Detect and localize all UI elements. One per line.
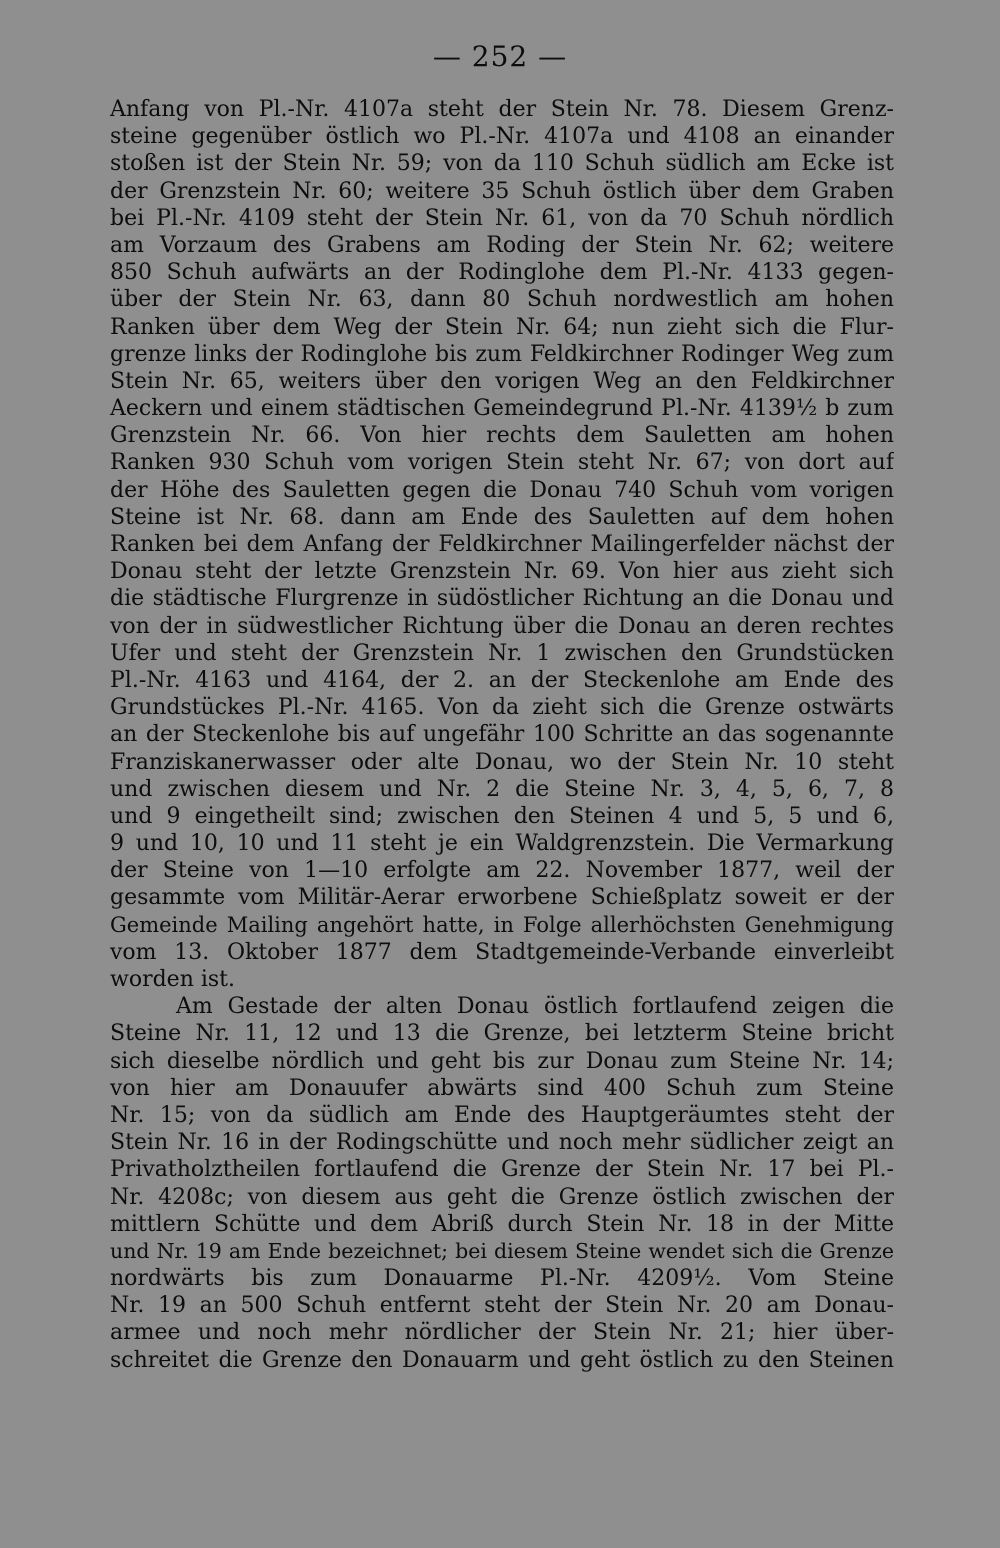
text-line: Grundstückes Pl.-Nr. 4165. Von da zieht sich die Grenze ostwärts [110,695,894,721]
text-line: Stein Nr. 16 in der Rodingschütte und noch mehr südlicher zeigt an [110,1130,894,1156]
text-line: an der Steckenlohe bis auf ungefähr 100 Schritte an das sogenannte [110,722,894,748]
text-line: Ranken bei dem Anfang der Feldkirchner Mailingerfelder nächst der [110,532,894,557]
text-line: und zwischen diesem und Nr. 2 die Steine Nr. 3, 4, 5, 6, 7, 8 [110,776,894,802]
text-line: bei Pl.-Nr. 4109 steht der Stein Nr. 61, von da 70 Schuh nördlich [110,205,894,231]
text-line: sich dieselbe nördlich und geht bis zur Donau zum Steine Nr. 14; [110,1048,894,1074]
text-line: stoßen ist der Stein Nr. 59; von da 110 Schuh südlich am Ecke ist [110,151,894,177]
text-line: Anfang von Pl.-Nr. 4107a steht der Stein Nr. 78. Diesem Grenz- [110,97,894,122]
text-line: Franziskanerwasser oder alte Donau, wo der Stein Nr. 10 steht [110,749,894,775]
text-line: Nr. 15; von da südlich am Ende des Hauptgeräumtes steht der [110,1102,894,1128]
text-line: gesammte vom Militär-Aerar erworbene Schießplatz soweit er der [110,885,894,911]
text-line: nordwärts bis zum Donauarme Pl.-Nr. 4209½. Vom Steine [110,1266,894,1292]
text-line: Ufer und steht der Grenzstein Nr. 1 zwischen den Grundstücken [110,640,894,666]
text-line: Gemeinde Mailing angehört hatte, in Folge allerhöchsten Genehmigung [110,912,894,937]
text-line: und Nr. 19 am Ende bezeichnet; bei diesem Steine wendet sich die Grenze [110,1238,894,1263]
text-line: Am Gestade der alten Donau östlich fortlaufend zeigen die [176,994,894,1020]
text-line: und 9 eingetheilt sind; zwischen den Steinen 4 und 5, 5 und 6, [110,803,894,829]
text-line: grenze links der Rodinglohe bis zum Feldkirchner Rodinger Weg zum [110,341,894,367]
text-line: Grenzstein Nr. 66. Von hier rechts dem Sauletten am hohen [110,423,894,449]
text-line: schreitet die Grenze den Donauarm und geht östlich zu den Steinen [110,1347,894,1373]
text-line: Donau steht der letzte Grenzstein Nr. 69. Von hier aus zieht sich [110,559,894,585]
text-line: Pl.-Nr. 4163 und 4164, der 2. an der Steckenlohe am Ende des [110,667,894,693]
text-line: 850 Schuh aufwärts an der Rodinglohe dem Pl.-Nr. 4133 gegen- [110,260,894,286]
text-line: 9 und 10, 10 und 11 steht je ein Waldgrenzstein. Die Vermarkung [110,831,894,857]
text-line: Steine Nr. 11, 12 und 13 die Grenze, bei letzterm Steine bricht [110,1021,894,1047]
text-line: der Steine von 1—10 erfolgte am 22. November 1877, weil der [110,858,894,884]
text-line: Nr. 4208c; von diesem aus geht die Grenze östlich zwischen der [110,1184,894,1210]
text-line: Stein Nr. 65, weiters über den vorigen Weg an den Feldkirchner [110,368,894,394]
page-number: — 252 — [432,40,568,73]
text-line: Steine ist Nr. 68. dann am Ende des Sauletten auf dem hohen [110,504,894,530]
text-line: von hier am Donauufer abwärts sind 400 Schuh zum Steine [110,1075,894,1101]
text-line: vom 13. Oktober 1877 dem Stadtgemeinde-Verbande einverleibt [110,939,894,965]
text-line: am Vorzaum des Grabens am Roding der Stein Nr. 62; weitere [110,232,894,258]
text-line: worden ist. [110,967,236,992]
text-line: Ranken über dem Weg der Stein Nr. 64; nun zieht sich die Flur- [110,314,894,340]
text-line: über der Stein Nr. 63, dann 80 Schuh nordwestlich am hohen [110,287,894,313]
text-line: die städtische Flurgrenze in südöstlicher Richtung an die Donau und [110,586,894,612]
text-line: der Grenzstein Nr. 60; weitere 35 Schuh östlich über dem Graben [110,178,894,204]
text-line: Ranken 930 Schuh vom vorigen Stein steht Nr. 67; von dort auf [110,450,894,476]
text-line: von der in südwestlicher Richtung über die Donau an deren rechtes [110,613,894,639]
text-line: Nr. 19 an 500 Schuh entfernt steht der Stein Nr. 20 am Donau- [110,1293,894,1319]
text-line: steine gegenüber östlich wo Pl.-Nr. 4107a und 4108 an einander [110,124,894,150]
text-line: Aeckern und einem städtischen Gemeindegrund Pl.-Nr. 4139½ b zum [110,396,894,422]
text-line: Privatholztheilen fortlaufend die Grenze der Stein Nr. 17 bei Pl.- [110,1157,894,1183]
text-line: mittlern Schütte und dem Abriß durch Stein Nr. 18 in der Mitte [110,1211,894,1237]
body-text [110,96,894,1374]
text-line: armee und noch mehr nördlicher der Stein Nr. 21; hier über- [110,1320,894,1346]
text-line: der Höhe des Sauletten gegen die Donau 740 Schuh vom vorigen [110,477,894,503]
